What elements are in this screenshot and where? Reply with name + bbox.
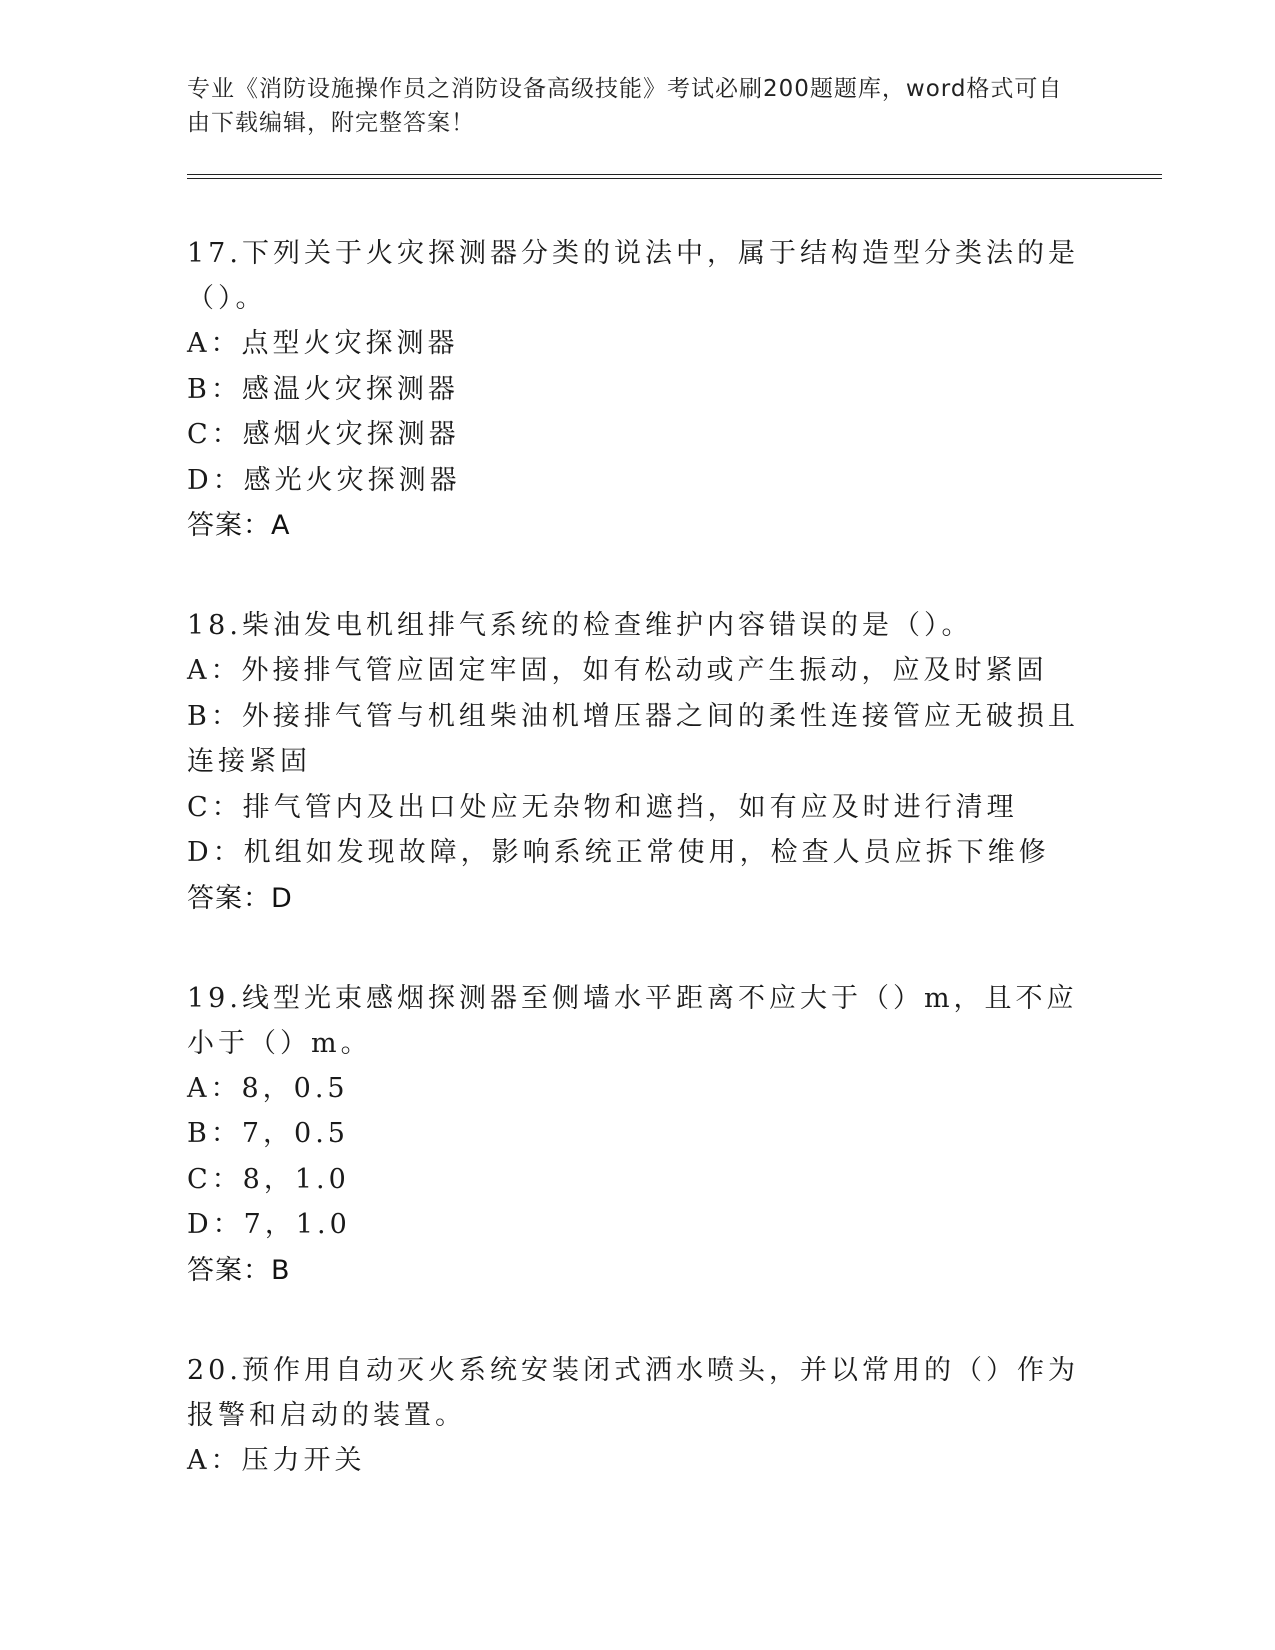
document-page [187, 72, 1167, 1483]
question-stem: 20.预作用自动灭火系统安装闭式洒水喷头，并以常用的（）作为报警和启动的装置。 [187, 1354, 1079, 1431]
answer: 答案：D [187, 882, 293, 914]
question-stem: 17.下列关于火灾探测器分类的说法中，属于结构造型分类法的是（）。 [187, 238, 1079, 314]
option-a: A：8，0.5 [187, 1072, 349, 1104]
option-b: B：感温火灾探测器 [187, 373, 459, 405]
option-a: A：压力开关 [187, 1444, 366, 1476]
option-d: D：感光火灾探测器 [187, 464, 461, 496]
document-header: 专业《消防设施操作员之消防设备高级技能》考试必刷200题题库，word格式可自由下载编辑，附完整答案！ [187, 76, 1063, 136]
answer: 答案：B [187, 1254, 291, 1286]
option-b: B：7，0.5 [187, 1118, 349, 1149]
option-c: C：排气管内及出口处应无杂物和遮挡，如有应及时进行清理 [187, 791, 1018, 823]
question-18 [187, 603, 1167, 922]
header-divider [187, 174, 1162, 175]
question-stem: 19.线型光束感烟探测器至侧墙水平距离不应大于（）m，且不应小于（）m。 [187, 982, 1078, 1059]
question-19 [187, 976, 1167, 1294]
question-stem: 18.柴油发电机组排气系统的检查维护内容错误的是（）。 [187, 610, 973, 641]
option-a: A：点型火灾探测器 [187, 328, 459, 359]
option-c: C：感烟火灾探测器 [187, 419, 460, 450]
option-a: A：外接排气管应固定牢固，如有松动或产生振动，应及时紧固 [187, 655, 1048, 686]
option-c: C：8，1.0 [187, 1163, 350, 1195]
question-17 [187, 231, 1167, 549]
option-d: D：7，1.0 [187, 1209, 351, 1240]
option-d: D：机组如发现故障，影响系统正常使用，检查人员应拆下维修 [187, 837, 1050, 868]
question-20 [187, 1348, 1167, 1484]
answer: 答案：A [187, 510, 291, 541]
option-b: B：外接排气管与机组柴油机增压器之间的柔性连接管应无破损且连接紧固 [187, 700, 1079, 777]
